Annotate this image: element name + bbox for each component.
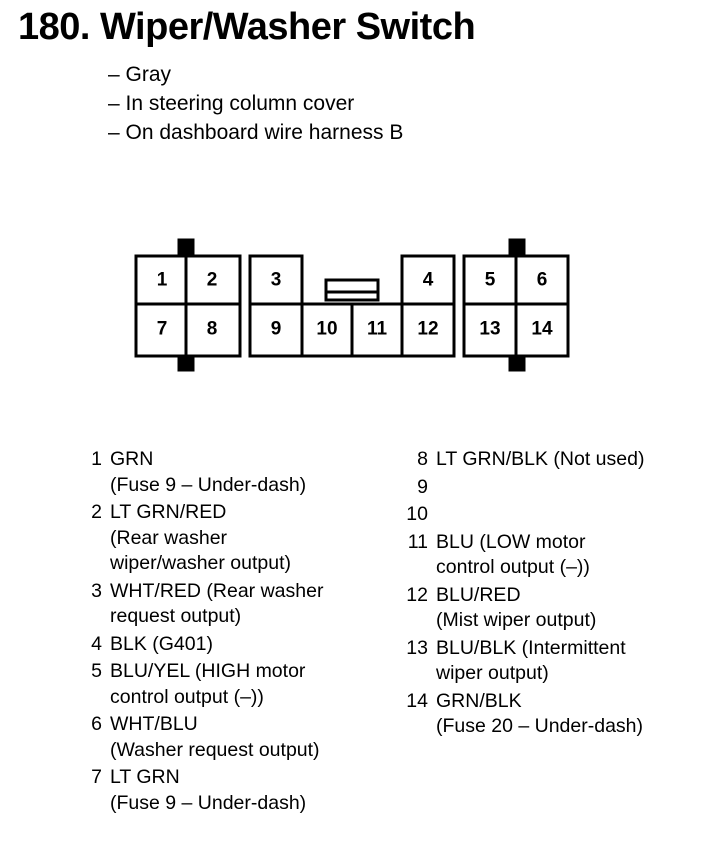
pin-11-label: 11 [366,318,388,340]
pin-number: 6 [91,713,102,735]
note-location: – In steering column cover [108,92,355,115]
pin-entry-14 [404,689,644,740]
pin-entry-7 [78,765,323,816]
pin-description-line: wiper output) [436,662,549,684]
pin-12-label: 12 [417,318,439,340]
pin-number: 1 [91,448,102,470]
pin-description-line: LT GRN [110,766,180,788]
pin-7-label: 7 [156,318,168,340]
pin-6-label: 6 [536,269,548,291]
pin-description-line: WHT/BLU [110,713,198,735]
pin-description-line: control output (–)) [436,556,590,578]
pin-14-label: 14 [531,318,553,340]
pin-description-line: BLU/YEL (HIGH motor [110,660,306,682]
pin-description-line [436,475,441,501]
pin-entry-4 [78,632,323,658]
pin-9-label: 9 [270,318,282,340]
pin-entry-9 [404,475,644,501]
pin-description-line: (Fuse 20 – Under-dash) [436,715,644,737]
pin-list-left [78,447,323,818]
pin-description-line [436,502,441,528]
pin-description-line: GRN [110,448,154,470]
pin-number: 13 [406,636,428,659]
pin-number: 8 [417,448,428,470]
pin-5-label: 5 [484,269,496,291]
pin-description-line: (Mist wiper output) [436,609,597,631]
pin-description-line: wiper/washer output) [110,552,292,574]
pin-description-line: (Fuse 9 – Under-dash) [110,473,307,496]
page-title: 180. Wiper/Washer Switch [18,6,476,48]
pin-entry-1 [78,447,323,498]
pin-entry-8 [404,447,644,473]
pin-entry-13 [404,636,644,687]
connector-block-left [136,256,240,356]
pin-10-label: 10 [316,318,338,340]
pin-number: 2 [91,501,102,523]
bottom-latch-left [179,356,193,370]
pin-description-line: BLU/RED [436,583,521,606]
pin-number: 5 [91,660,102,682]
pin-entry-12 [404,583,644,634]
pin-3-label: 3 [270,269,282,291]
note-color: – Gray [108,63,172,86]
pin-description-line: BLK (G401) [110,632,213,655]
pin-8-label: 8 [206,318,218,340]
pin-description-line: control output (–)) [110,685,264,708]
pin-description-line: (Washer request output) [110,738,320,761]
pin-entry-10 [404,502,644,528]
pin-4-label: 4 [422,269,434,291]
pin-entry-6 [78,712,323,763]
pin-2-label: 2 [206,269,218,291]
pin-description-line: GRN/BLK [436,689,522,712]
pin-entry-11 [404,530,644,581]
pin-number: 3 [91,579,102,602]
pin-description-line: request output) [110,605,242,627]
pin-number: 12 [406,583,428,606]
pin-number: 9 [417,475,428,498]
pin-description-line: (Fuse 9 – Under-dash) [110,791,307,814]
pin-number: 11 [407,530,428,553]
top-latch-left [179,240,193,256]
pin-number: 14 [406,689,428,712]
pin-number: 7 [91,766,102,788]
pin-list-right [404,447,644,742]
pin-entry-2 [78,500,323,577]
pin-description-line: BLU/BLK (Intermittent [436,636,626,659]
pin-entry-5 [78,659,323,710]
bottom-latch-right [510,356,524,370]
pin-description-line: LT GRN/BLK (Not used) [436,448,645,470]
pin-description-line: BLU (LOW motor [436,530,586,553]
connector-key [326,280,378,300]
pin-number: 10 [406,503,428,525]
pin-number: 4 [91,632,102,655]
note-harness: – On dashboard wire harness B [108,121,404,144]
pin-description-line: WHT/RED (Rear washer [110,579,324,602]
pin-13-label: 13 [479,318,501,340]
pin-1-label: 1 [156,269,168,291]
top-latch-right [510,240,524,256]
pin-description-line: (Rear washer [110,526,228,549]
pin-description-line: LT GRN/RED [110,501,227,523]
pin-entry-3 [78,579,323,630]
